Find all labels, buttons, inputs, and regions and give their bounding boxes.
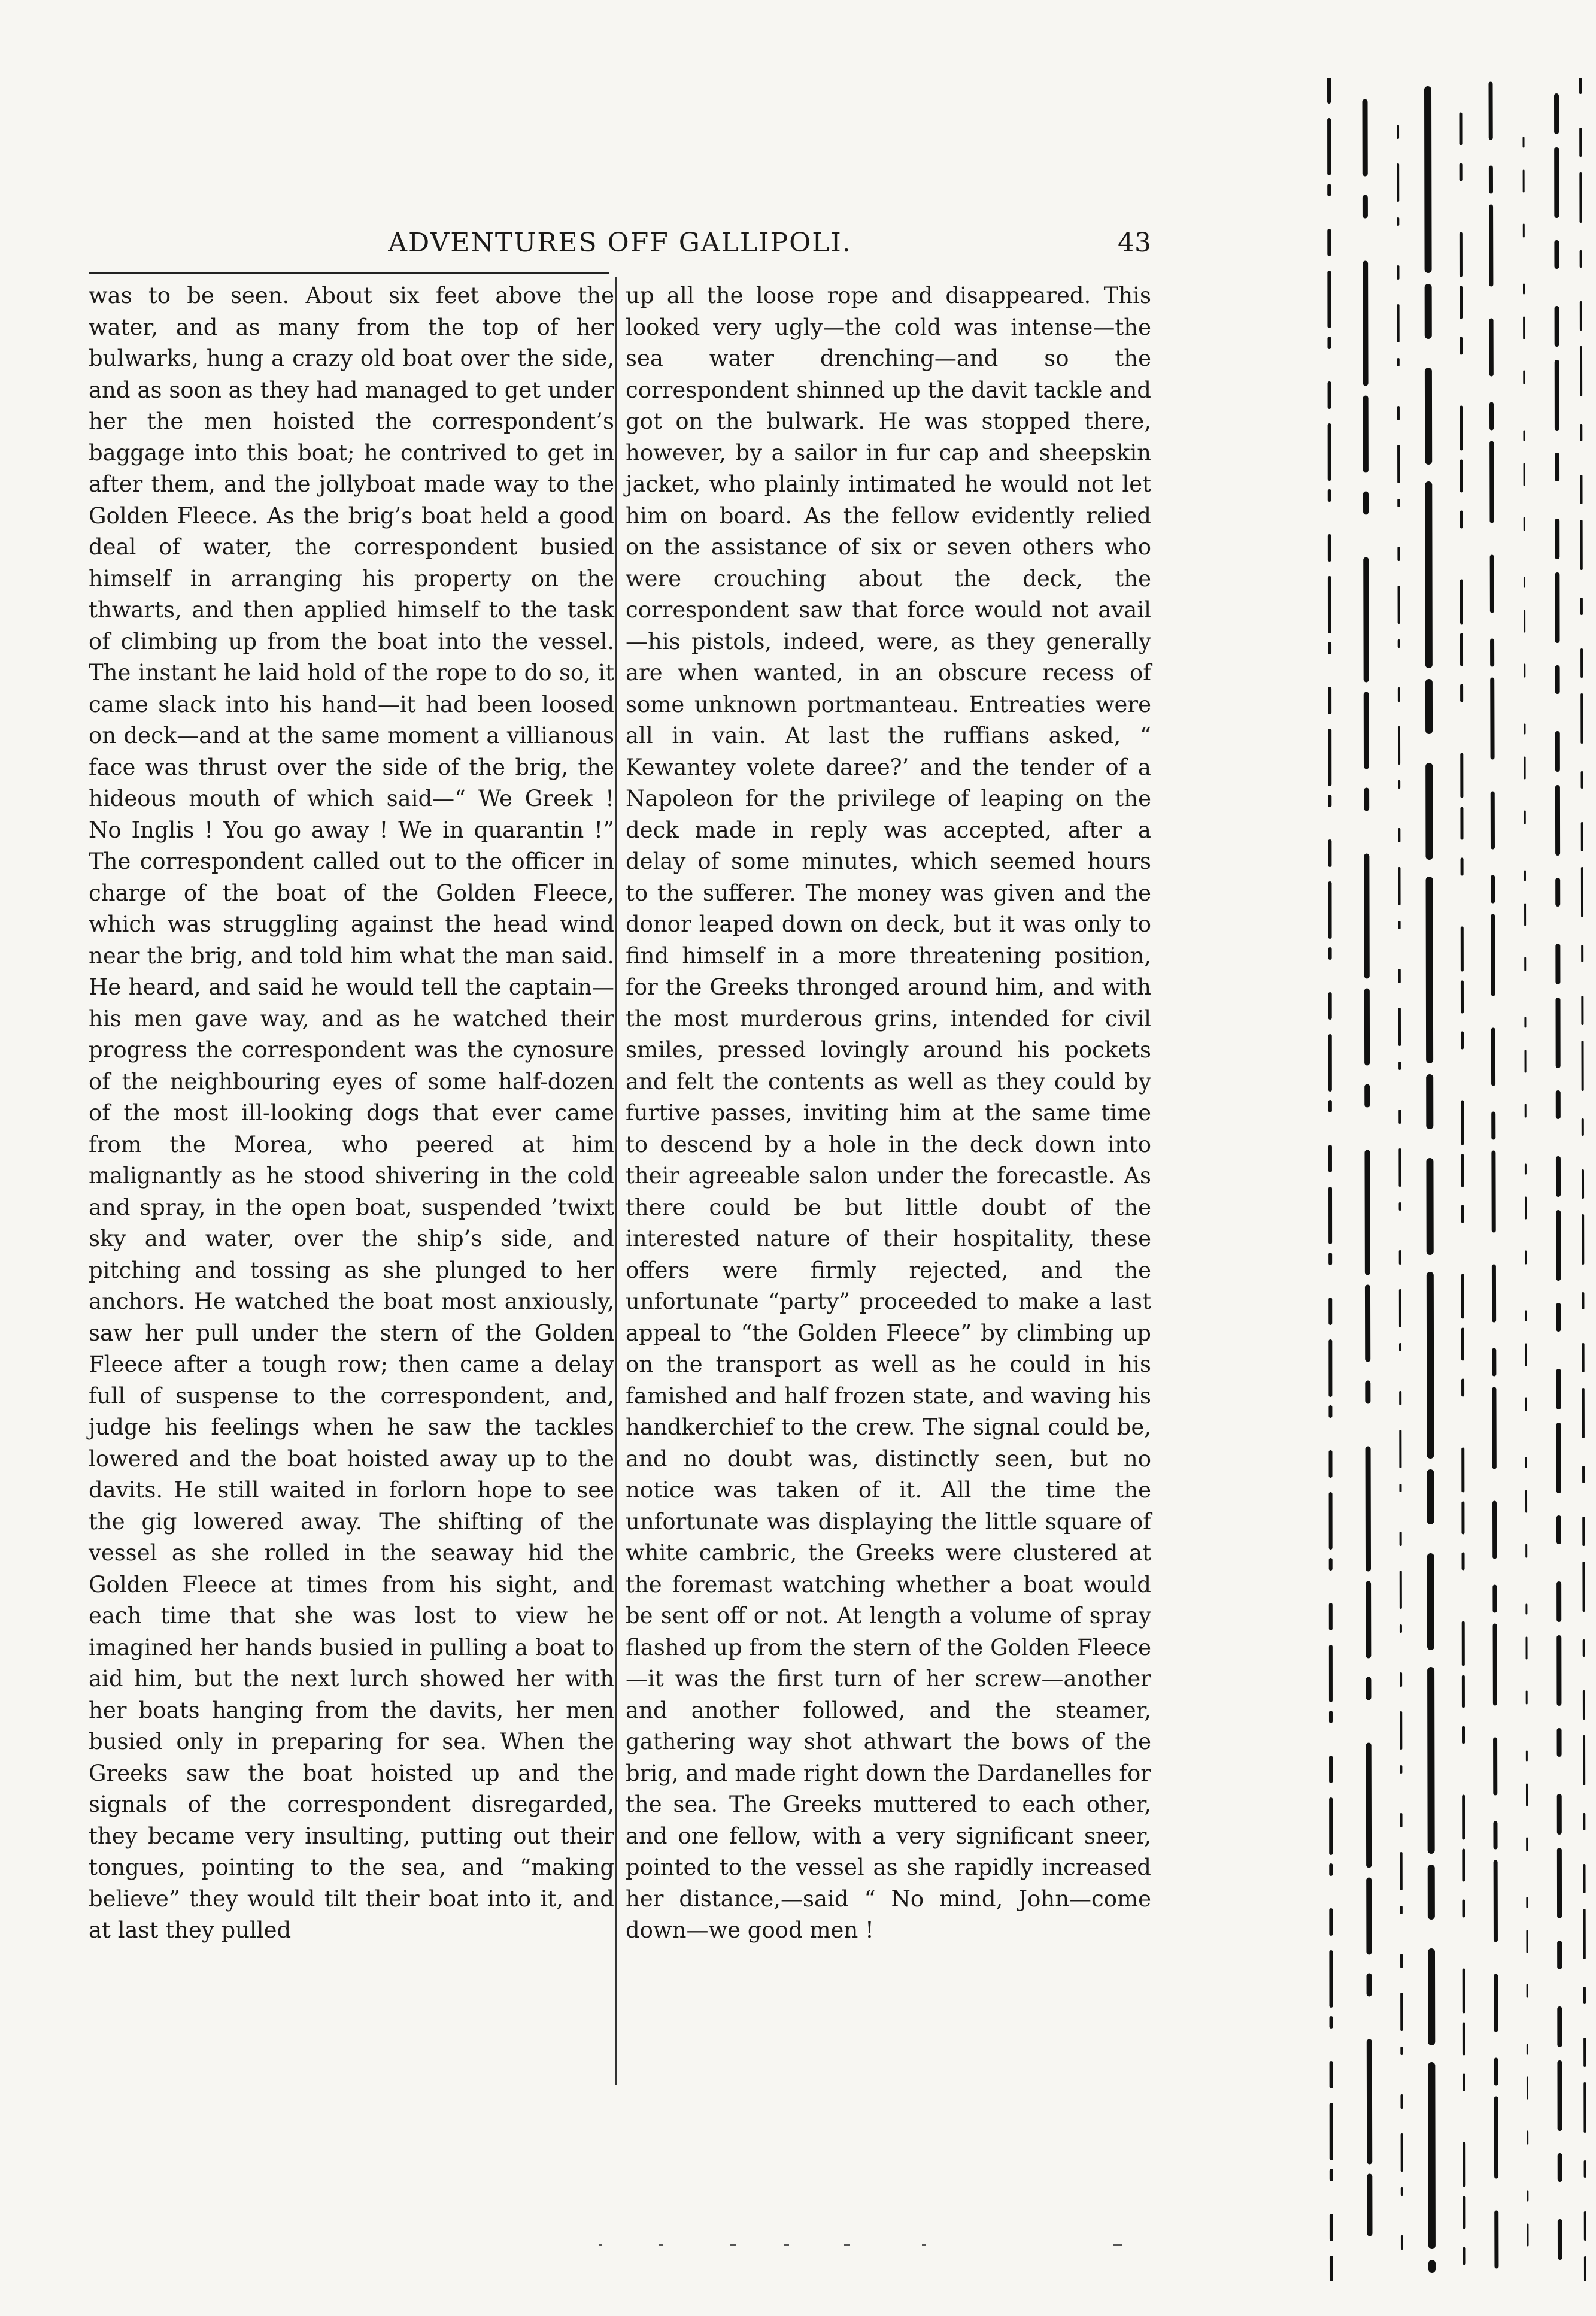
- running-title: ADVENTURES OFF GALLIPOLI.: [388, 228, 852, 258]
- left-column-text: was to be seen. About six feet above the water, and as many from the top of her bulwarks, hung a crazy old boat over the side, and as soon as they had managed to get under her the men hoisted the correspondent’s baggage into this boat; he contrived to get in after them, and the jollyboat made way to the Golden Fleece. As the brig’s boat held a good deal of water, the correspondent busied himself in arranging his property on the thwarts, and then applied himself to the task of climbing up from the boat into the vessel. The instant he laid hold of the rope to do so, it came slack into his hand—it had been loosed on deck—and at the same moment a villianous face was thrust over the side of the brig, the hideous mouth of which said—“ We Greek ! No Inglis ! You go away ! We in quarantin !” The correspondent called out to the officer in charge of the boat of the Golden Fleece, which was struggling against the head wind near the brig, and told him what the man said. He heard, and said he would tell the captain—his men gave way, and as he watched their progress the correspondent was the cynosure of the neighbouring eyes of some half-dozen of the most ill-looking dogs that ever came from the Morea, who peered at him malignantly as he stood shivering in the cold and spray, in the open boat, suspended ’twixt sky and water, over the ship’s side, and pitching and tossing as she plunged to her anchors. He watched the boat most anxiously, saw her pull under the stern of the Golden Fleece after a tough row; then came a delay full of suspense to the correspondent, and, judge his feelings when he saw the tackles lowered and the boat hoisted away up to the davits. He still waited in forlorn hope to see the gig lowered away. The shifting of the vessel as she rolled in the seaway hid the Golden Fleece at times from his sight, and each time that she was lost to view he imagined her hands busied in pulling a boat to aid him, but the next lurch showed her with her boats hanging from the davits, her men busied only in preparing for sea. When the Greeks saw the boat hoisted up and the signals of the correspondent disregarded, they became very insulting, putting out their tongues, pointing to the sea, and “making believe” they would tilt their boat into it, and at last they pulled: [89, 283, 614, 1943]
- page-number: 43: [1118, 228, 1151, 258]
- left-column: [89, 280, 614, 1947]
- scan-specks: [587, 2239, 1185, 2251]
- right-column: [626, 280, 1151, 1947]
- scanned-edge-artifact: [1293, 78, 1592, 2281]
- right-column-text: up all the loose rope and disappeared. This looked very ugly—the cold was intense—the sea water drenching—and so the correspondent shinned up the davit tackle and got on the bulwark. He was stopped there, however, by a sailor in fur cap and sheepskin jacket, who plainly intimated he would not let him on board. As the fellow evidently relied on the assistance of six or seven others who were crouching about the deck, the correspondent saw that force would not avail—his pistols, indeed, were, as they generally are when wanted, in an obscure recess of some unknown portmanteau. Entreaties were all in vain. At last the ruffians asked, “ Kewantey volete daree?’ and the tender of a Napoleon for the privilege of leaping on the deck made in reply was accepted, after a delay of some minutes, which seemed hours to the sufferer. The money was given and the donor leaped down on deck, but it was only to find himself in a more threatening position, for the Greeks thronged around him, and with the most murderous grins, intended for civil smiles, pressed lovingly around his pockets and felt the contents as well as they could by furtive passes, inviting him at the same time to descend by a hole in the deck down into their agreeable salon under the forecastle. As there could be but little doubt of the interested nature of their hospitality, these offers were firmly rejected, and the unfortunate “party” proceeded to make a last appeal to “the Golden Fleece” by climbing up on the transport as well as he could in his famished and half frozen state, and waving his handkerchief to the crew. The signal could be, and no doubt was, distinctly seen, but no notice was taken of it. All the time the unfortunate was displaying the little square of white cambric, the Greeks were clustered at the foremast watching whether a boat would be sent off or not. At length a volume of spray flashed up from the stern of the Golden Fleece—it was the first turn of her screw—another and another followed, and the steamer, gathering way shot athwart the bows of the brig, and made right down the Dardanelles for the sea. The Greeks muttered to each other, and one fellow, with a very significant sneer, pointed to the vessel as she rapidly increased her distance,—said “ No mind, John—come down—we good men !: [626, 283, 1151, 1943]
- running-head: [89, 228, 1151, 269]
- column-divider: [615, 277, 617, 2085]
- header-rule: [89, 272, 609, 274]
